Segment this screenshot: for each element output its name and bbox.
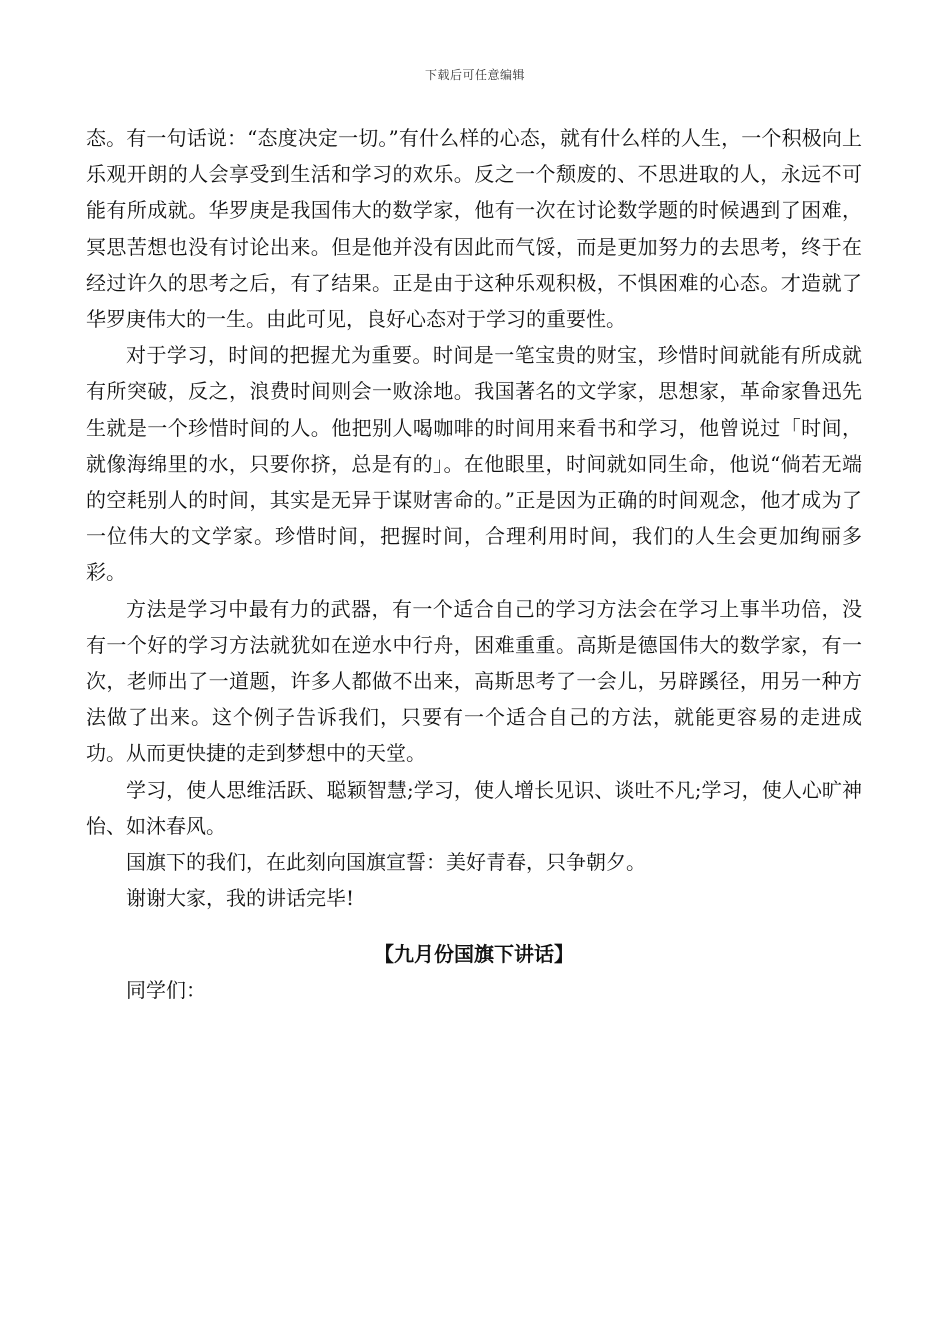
paragraph-pledge: 国旗下的我们，在此刻向国旗宣誓：美好青春，只争朝夕。 — [126, 850, 646, 875]
header-note: 下载后可任意编辑 — [424, 68, 525, 82]
paragraph-method: 方法是学习中最有力的武器，有一个适合自己的学习方法会在学习上事半功倍，没有一个好的学习方法就犹如在逆水中行舟，困难重重。高斯是德国伟大的数学家，有一次，老师出了一道题，许多人都做不出来，高斯思考了一会儿，另辟蹊径，用另一种方法做了出来。这个例子告诉我们，只要有一个适合自己的方法，就能更容易的走进成功。从而更快捷的走到梦想中的天堂。 — [86, 596, 862, 766]
paragraph-attitude: 态。有一句话说：“态度决定一切。”有什么样的心态，就有什么样的人生，一个积极向上乐观开朗的人会享受到生活和学习的欢乐。反之一个颓废的、不思进取的人，永远不可能有所成就。华罗庚是我国伟大的数学家，他有一次在讨论数学题的时候遇到了困难，冥思苦想也没有讨论出来。但是他并没有因此而气馁，而是更加努力的去思考，终于在经过许久的思考之后，有了结果。正是由于这种乐观积极，不惧困难的心态。才造就了华罗庚伟大的一生。由此可见，良好心态对于学习的重要性。 — [86, 126, 862, 332]
greeting: 同学们： — [126, 978, 206, 1003]
paragraph-learning: 学习，使人思维活跃、聪颖智慧;学习，使人增长见识、谈吐不凡;学习，使人心旷神怡、如沐春风。 — [86, 777, 862, 838]
document-body — [86, 120, 862, 1009]
section-title: 【九月份国旗下讲话】 — [374, 942, 574, 967]
paragraph-closing: 谢谢大家，我的讲话完毕! — [126, 886, 355, 911]
paragraph-time: 对于学习，时间的把握尤为重要。时间是一笔宝贵的财宝，珍惜时间就能有所成就有所突破，反之，浪费时间则会一败涂地。我国著名的文学家，思想家，革命家鲁迅先生就是一个珍惜时间的人。他把别人喝咖啡的时间用来看书和学习，他曾说过「时间，就像海绵里的水，只要你挤，总是有的」。在他眼里，时间就如同生命，他说“倘若无端的空耗别人的时间，其实是无异于谋财害命的。”正是因为正确的时间观念，他才成为了一位伟大的文学家。珍惜时间，把握时间，合理利用时间，我们的人生会更加绚丽多彩。 — [86, 343, 862, 585]
